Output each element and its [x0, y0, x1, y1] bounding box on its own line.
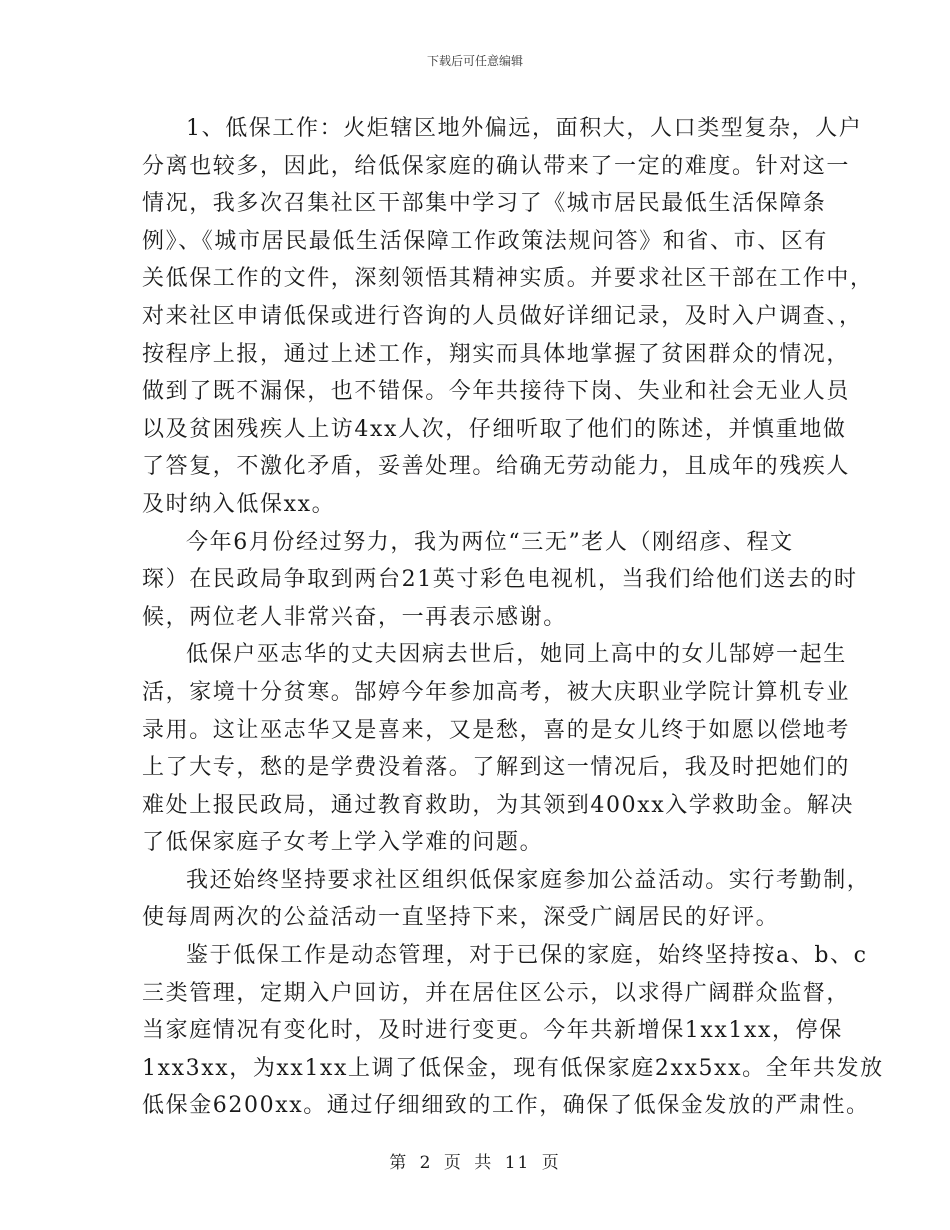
- text-line: 活，家境十分贫寒。郜婷今年参加高考，被大庆职业学院计算机专业: [142, 679, 851, 705]
- text-line: 低保金6200xx。通过仔细细致的工作，确保了低保金发放的严肃性。: [142, 1093, 870, 1119]
- paragraph-dynamic-management: [142, 937, 884, 1125]
- text-line: 录用。这让巫志华又是喜来，又是愁，喜的是女儿终于如愿以偿地考: [142, 717, 851, 743]
- text-line: 按程序上报，通过上述工作，翔实而具体地掌握了贫困群众的情况，: [142, 341, 851, 367]
- text-line: 例》、《城市居民最低生活保障工作政策法规问答》和省、市、区有: [142, 228, 829, 254]
- text-line: 难处上报民政局，通过教育救助，为其领到400xx入学救助金。解决: [142, 792, 855, 818]
- text-line: 了低保家庭子女考上学入学难的问题。: [142, 830, 544, 856]
- text-line: 我还始终坚持要求社区组织低保家庭参加公益活动。实行考勤制，: [186, 867, 871, 893]
- text-line: 1、低保工作：火炬辖区地外偏远，面积大，人口类型复杂，人户: [186, 116, 863, 141]
- text-line: 1xx3xx，为xx1xx上调了低保金，现有低保家庭2xx5xx。全年共发放: [142, 1055, 884, 1081]
- text-line: 使每周两次的公益活动一直坚持下来，深受广阔居民的好评。: [142, 905, 780, 931]
- text-line: 上了大专，愁的是学费没着落。了解到这一情况后，我及时把她们的: [142, 755, 851, 781]
- page-header: 下载后可任意编辑: [426, 54, 523, 68]
- text-line: 今年6月份经过努力，我为两位“三无”老人（刚绍彦、程文: [186, 529, 794, 555]
- text-line: 及时纳入低保xx。: [142, 491, 336, 517]
- text-line: 低保户巫志华的丈夫因病去世后，她同上高中的女儿郜婷一起生: [186, 642, 847, 668]
- paragraph-tv-donation: [142, 524, 858, 637]
- document-body: [142, 110, 884, 1125]
- paragraph-public-welfare: [142, 862, 871, 937]
- text-line: 当家庭情况有变化时，及时进行变更。今年共新增保1xx1xx，停保: [142, 1018, 843, 1044]
- text-line: 以及贫困残疾人上访4xx人次，仔细听取了他们的陈述，并慎重地做: [142, 416, 847, 442]
- text-line: 做到了既不漏保，也不错保。今年共接待下岗、失业和社会无业人员: [142, 379, 851, 405]
- page-number: 第 2 页 共 11 页: [389, 1153, 561, 1173]
- text-line: 琛）在民政局争取到两台21英寸彩色电视机，当我们给他们送去的时: [142, 567, 858, 593]
- paragraph-low-income-work: [142, 110, 874, 524]
- text-line: 情况，我多次召集社区干部集中学习了《城市居民最低生活保障条: [142, 191, 827, 217]
- paragraph-education-aid: [142, 636, 855, 862]
- text-line: 关低保工作的文件，深刻领悟其精神实质。并要求社区干部在工作中，: [142, 266, 874, 292]
- text-line: 三类管理，定期入户回访，并在居住区公示，以求得广阔群众监督，: [142, 980, 851, 1006]
- text-line: 了答复，不激化矛盾，妥善处理。给确无劳动能力，且成年的残疾人: [142, 454, 851, 480]
- text-line: 候，两位老人非常兴奋，一再表示感谢。: [142, 604, 567, 630]
- text-line: 鉴于低保工作是动态管理，对于已保的家庭，始终坚持按a、b、c: [186, 943, 868, 969]
- text-line: 对来社区申请低保或进行咨询的人员做好详细记录，及时入户调查、，: [142, 303, 863, 329]
- text-line: 分离也较多，因此，给低保家庭的确认带来了一定的难度。针对这一: [142, 153, 851, 179]
